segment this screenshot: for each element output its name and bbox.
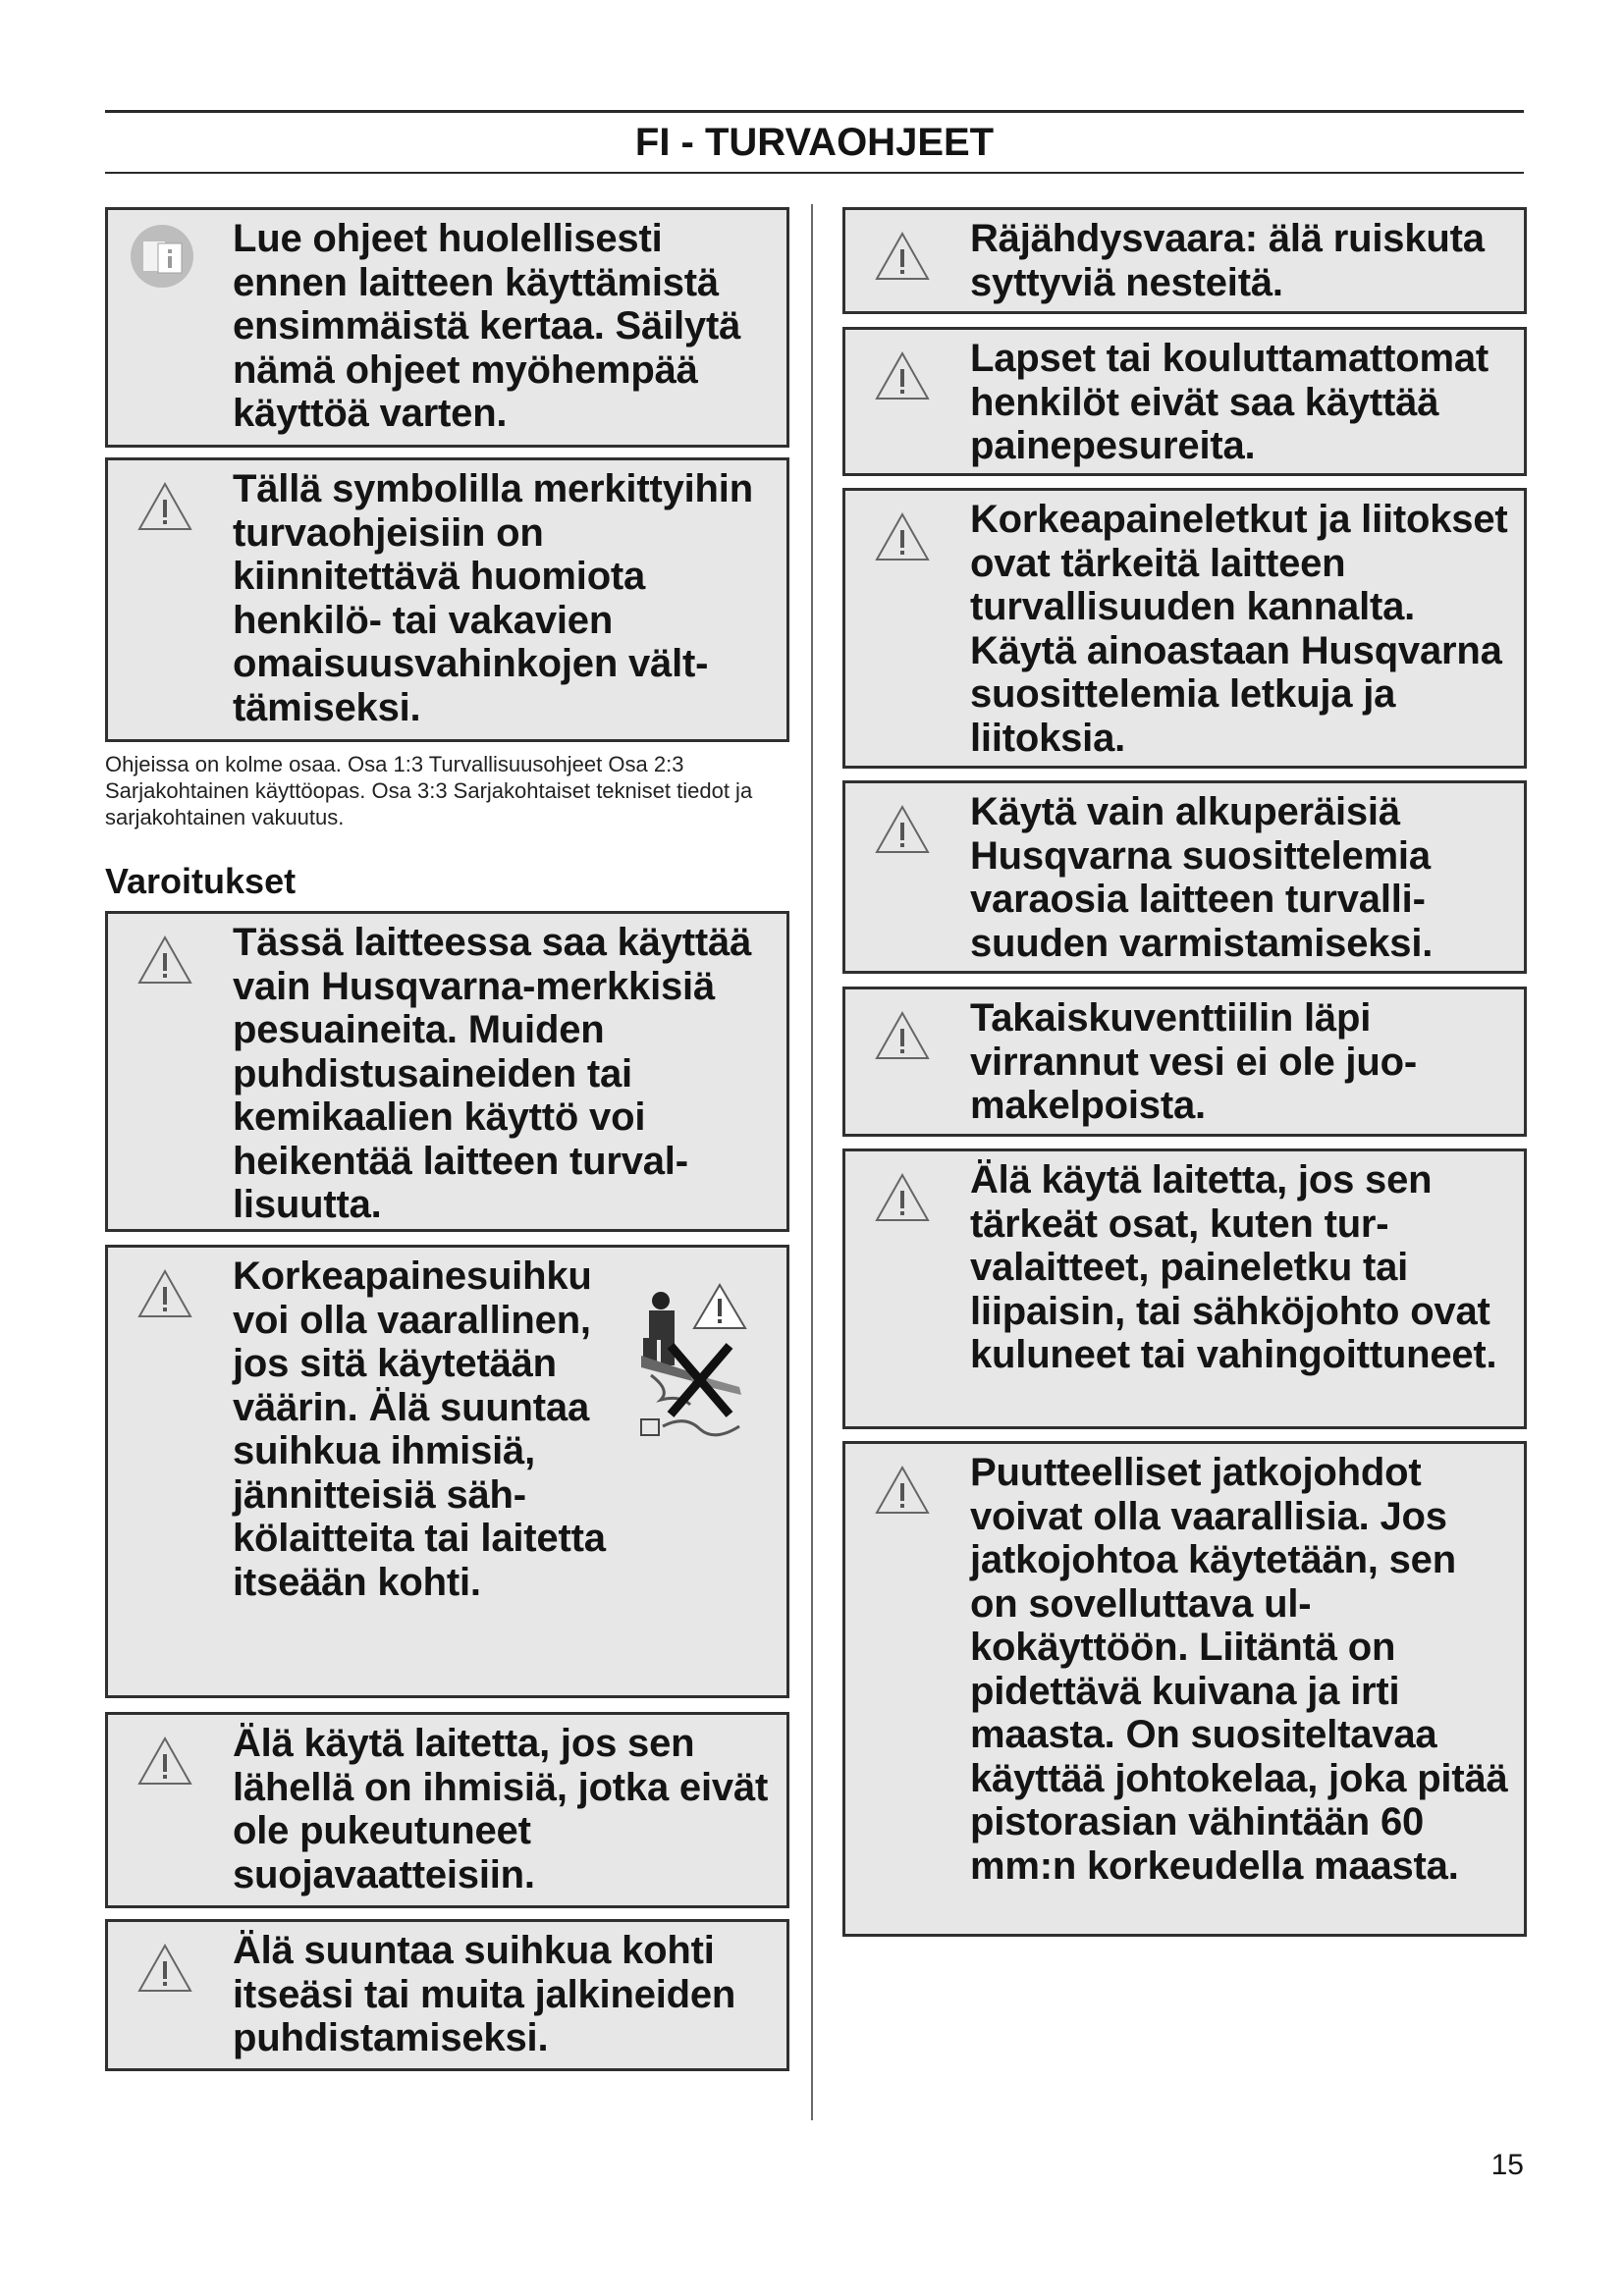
warning-text: Älä käytä laitetta, jos sen lähellä on ihmisiä, jotka eivät ole pukeutuneet suojavaatteisiin. xyxy=(233,1722,769,1896)
info-text: Lue ohjeet huolellisesti ennen laitteen käyttämistä ensimmäistä kertaa. Säilytä nämä ohjeet myöhempää käyttöä varten. xyxy=(233,217,741,435)
warning-icon xyxy=(135,1942,194,1997)
symbol-explanation-box xyxy=(105,457,789,742)
warning-icon xyxy=(135,1267,194,1322)
warning-text: Älä suuntaa suihkua kohti itseäsi tai muita jalkineiden puhdistamiseksi. xyxy=(233,1929,736,2059)
warning-icon xyxy=(873,349,932,404)
warning-icon xyxy=(873,803,932,858)
warning-icon xyxy=(873,1171,932,1226)
warning-icon xyxy=(873,1464,932,1519)
warning-icon xyxy=(135,480,194,535)
header-rule-bottom xyxy=(105,172,1524,174)
info-box xyxy=(105,207,789,448)
section-title-warnings: Varoitukset xyxy=(105,861,297,901)
warning-box xyxy=(105,1919,789,2071)
warning-text: Lapset tai kouluttamattomat henkilöt eivät saa käyttää painepesureita. xyxy=(970,337,1489,467)
warning-box xyxy=(842,1441,1527,1937)
warning-box xyxy=(842,780,1527,974)
header-rule-top xyxy=(105,110,1524,113)
manual-parts-note: Ohjeissa on kolme osaa. Osa 1:3 Turvallisuusohjeet Osa 2:3 Sarjakohtainen käyttöopas. Osa 3:3 Sarjakohtaiset tekniset tiedot ja sarjakohtainen vakuutus. xyxy=(105,752,753,829)
warning-text: Käytä vain alkuperäisiä Husqvarna suosittelemia varaosia laitteen turvallisuuden varmistamiseksi. xyxy=(970,790,1434,965)
warning-icon xyxy=(873,510,932,565)
page-title: FI - TURVAOHJEET xyxy=(634,121,995,164)
page-number: 15 xyxy=(1490,2149,1524,2181)
warning-text: Puutteelliset jatkojohdot voivat olla vaarallisia. Jos jatkojohtoa käytetään, sen on sovelluttava ulkokäyttöön. Liitäntä on pidettävä kuivana ja irti maasta. On suositeltavaa käyttää johtokelaa, joka pitää pistorasian vähintään 60 mm:n korkeudella maasta. xyxy=(970,1451,1508,1888)
warning-icon xyxy=(135,934,194,988)
info-icon xyxy=(128,222,196,291)
warning-box xyxy=(105,1245,789,1698)
warning-icon xyxy=(873,1009,932,1064)
warning-box xyxy=(842,1148,1527,1429)
warning-text: Korkeapainesuihku voi olla vaarallinen, jos sitä käytetään väärin. Älä suuntaa suihkua ihmisiä, jännitteisiä sähkölaitteita tai laitetta itseään kohti. xyxy=(233,1255,606,1604)
symbol-text: Tällä symbolilla merkittyihin turvaohjeisiin on kiinnitettävä huomiota henkilö- tai vakavien omaisuusvahinkojen välttämiseksi. xyxy=(233,467,753,729)
warning-box xyxy=(842,327,1527,476)
warning-box xyxy=(105,911,789,1232)
column-divider xyxy=(811,204,813,2120)
warning-text: Takaiskuventtiilin läpi virrannut vesi ei ole juomakelpoista. xyxy=(970,996,1418,1127)
warning-box xyxy=(105,1712,789,1908)
warning-text: Räjähdysvaara: älä ruiskuta syttyviä nesteitä. xyxy=(970,217,1485,304)
warning-box xyxy=(842,488,1527,769)
warning-icon xyxy=(873,230,932,285)
warning-box xyxy=(842,207,1527,314)
warning-icon xyxy=(135,1735,194,1789)
spray-hazard-illustration-icon xyxy=(631,1277,759,1444)
warning-box xyxy=(842,987,1527,1137)
warning-text: Tässä laitteessa saa käyttää vain Husqvarna-merkkisiä pesuaineita. Muiden puhdistusaineiden tai kemikaalien käyttö voi heikentää laitteen turvallisuutta. xyxy=(233,921,752,1226)
warning-text: Korkeapaineletkut ja liitokset ovat tärkeitä laitteen turvallisuuden kannalta. Käytä ainoastaan Husqvarna suosittelemia letkuja ja liitoksia. xyxy=(970,498,1508,760)
warning-text: Älä käytä laitetta, jos sen tärkeät osat, kuten turvalaitteet, paineletku tai liipaisin, tai sähköjohto ovat kuluneet tai vahingoittuneet. xyxy=(970,1158,1497,1376)
